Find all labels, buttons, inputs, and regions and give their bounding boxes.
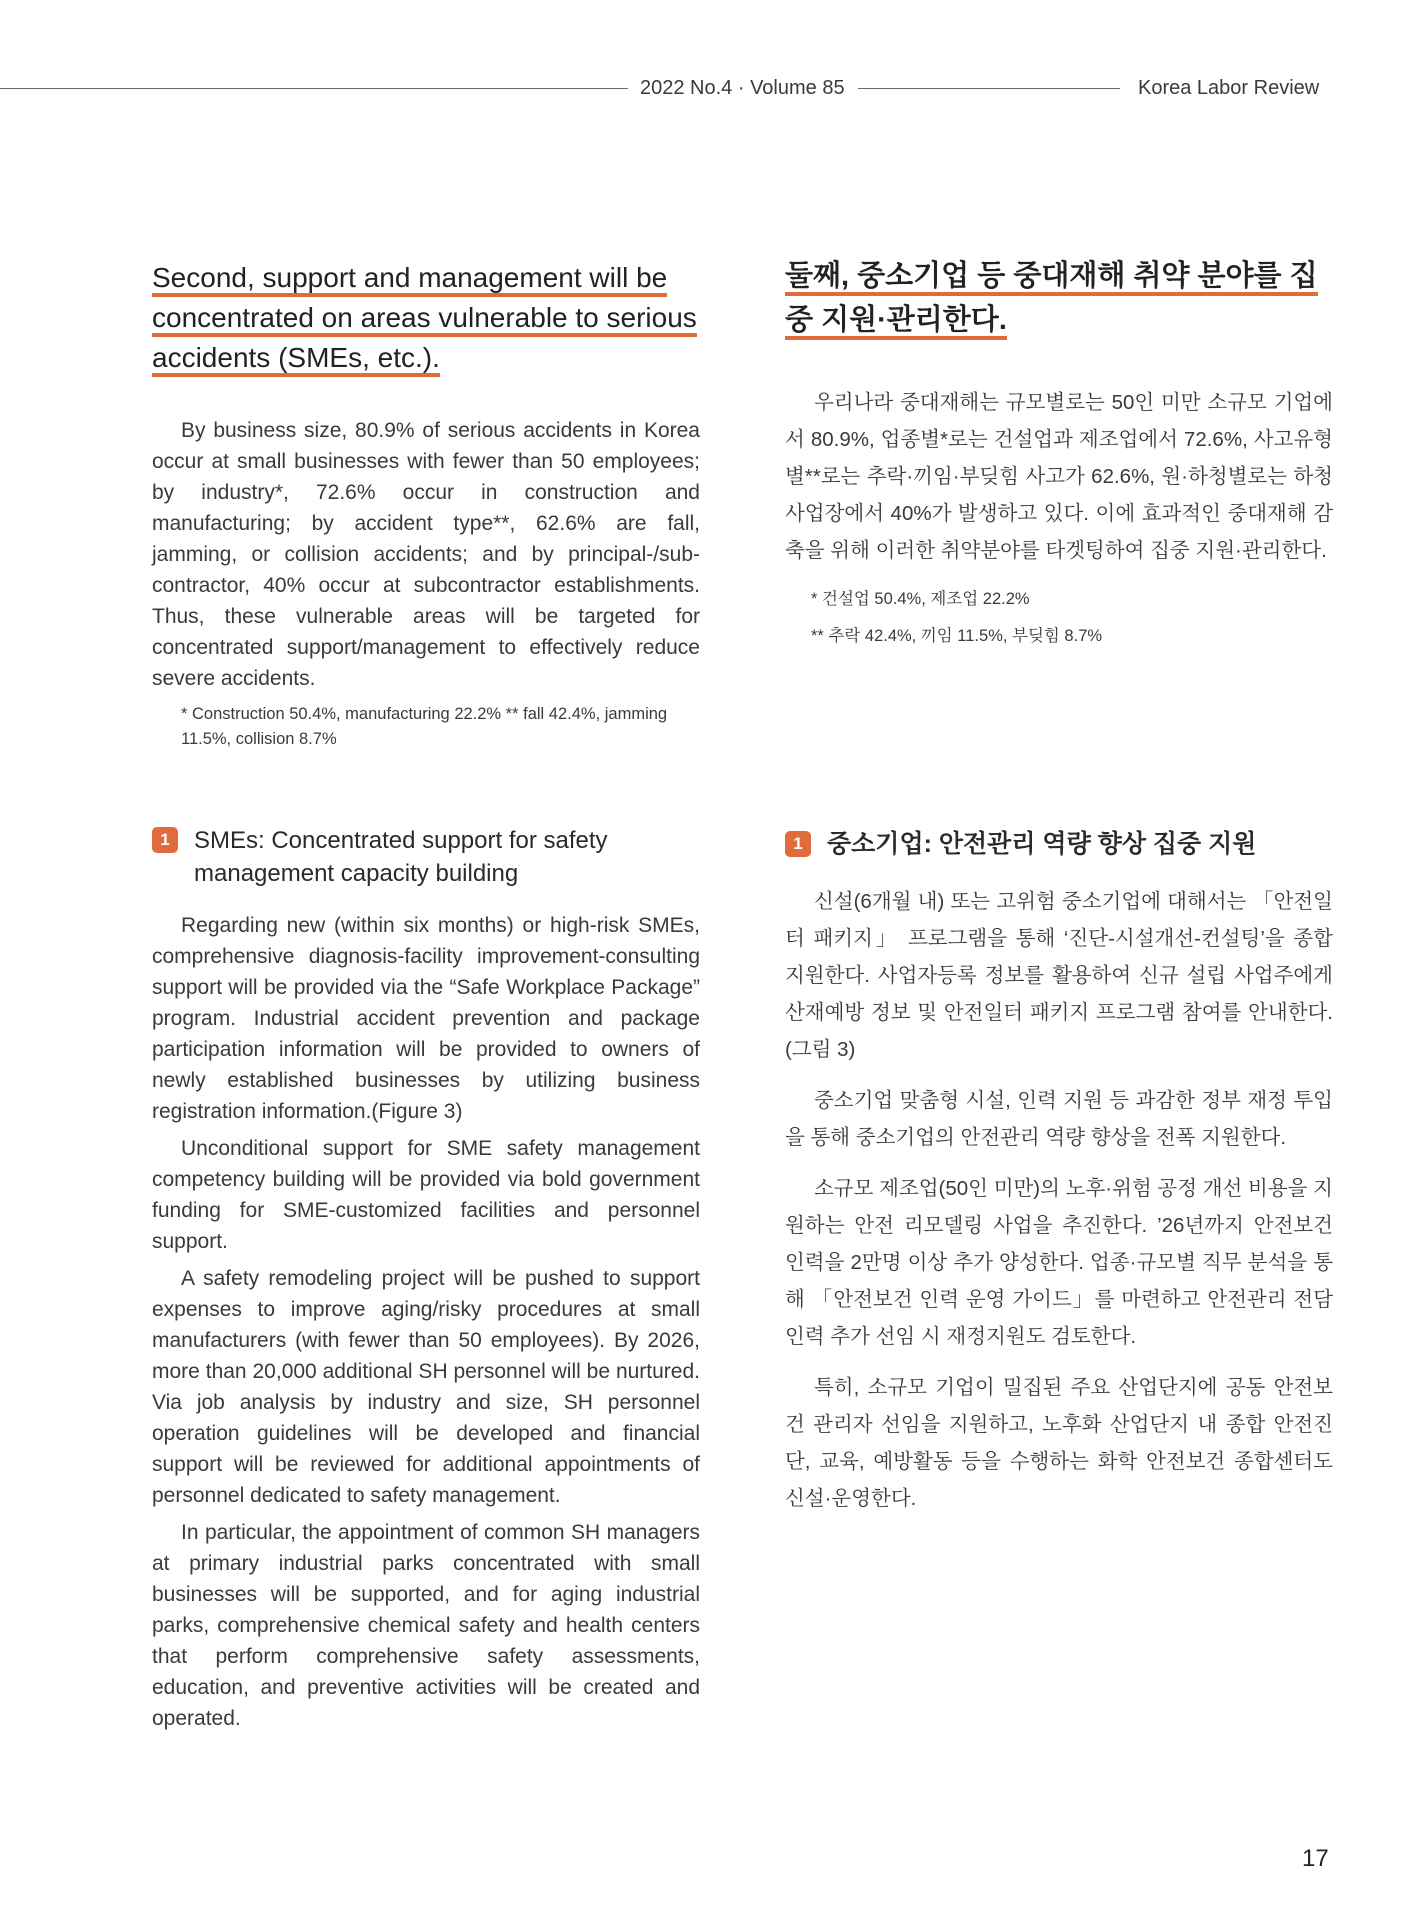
- header-rule-middle: [858, 88, 1120, 89]
- section-heading-en: [152, 258, 700, 378]
- section-heading-en-text: Second, support and management will be concentrated on areas vulnerable to serious accidents (SMEs, etc.).: [152, 262, 697, 377]
- footnote-en: * Construction 50.4%, manufacturing 22.2% ** fall 42.4%, jamming 11.5%, collision 8.7%: [181, 705, 668, 748]
- left-subsection: [152, 824, 700, 1734]
- section-heading-kr: [785, 254, 1333, 342]
- body-paragraph-kr-2: 중소기업 맞춤형 시설, 인력 지원 등 과감한 정부 재정 투입을 통해 중소기업의 안전관리 역량 향상을 전폭 지원한다.: [785, 1089, 1333, 1149]
- right-intro: [785, 384, 1333, 649]
- header-journal: Korea Labor Review: [1138, 77, 1320, 99]
- right-subsection: [785, 828, 1333, 1517]
- left-intro: [152, 415, 700, 752]
- body-paragraph-en-4: In particular, the appointment of common SH managers at primary industrial parks concentrated with small businesses will be supported, and for aging industrial parks, comprehensive chemical safety and health centers that perform comprehensive safety assessments, education, and preventive activities will be created and operated.: [152, 1521, 700, 1730]
- body-paragraph-en-3: A safety remodeling project will be pushed to support expenses to improve aging/risky procedures at small manufacturers (with fewer than 50 employees). By 2026, more than 20,000 additional SH personnel will be nurtured. Via job analysis by industry and size, SH personnel operation guidelines will be developed and financial support will be reviewed for additional appointments of personnel dedicated to safety management.: [152, 1267, 700, 1507]
- subsection-number-badge-kr: 1: [785, 831, 811, 857]
- body-paragraph-en-1: Regarding new (within six months) or high-risk SMEs, comprehensive diagnosis-facility improvement-consulting support will be provided via the “Safe Workplace Package” program. Industrial accident prevention and package participation information will be provided to owners of newly established businesses by utilizing business registration information.(Figure 3): [152, 914, 700, 1123]
- footnote-kr-1: * 건설업 50.4%, 제조업 22.2%: [811, 590, 1030, 608]
- intro-paragraph-en: By business size, 80.9% of serious accidents in Korea occur at small businesses with fewer than 50 employees; by industry*, 72.6% occur in construction and manufacturing; by accident type**, 62.6% are fall, jamming, or collision accidents; and by principal-/sub-contractor, 40% occur at subcontractor establishments. Thus, these vulnerable areas will be targeted for concentrated support/management to effectively reduce severe accidents.: [152, 419, 700, 690]
- footnote-kr-2: ** 추락 42.4%, 끼임 11.5%, 부딪힘 8.7%: [811, 627, 1103, 645]
- header-rule-left: [0, 88, 628, 89]
- left-column: [152, 258, 700, 378]
- body-paragraph-en-2: Unconditional support for SME safety management competency building will be provided via bold government funding for SME-customized facilities and personnel support.: [152, 1137, 700, 1253]
- header-issue: 2022 No.4 · Volume 85: [640, 77, 845, 99]
- subsection-heading-en: [152, 824, 700, 890]
- subsection-heading-en-text: SMEs: Concentrated support for safety management capacity building: [194, 827, 608, 887]
- right-column: [785, 254, 1333, 342]
- subsection-heading-kr: [785, 828, 1333, 861]
- body-paragraph-kr-3: 소규모 제조업(50인 미만)의 노후·위험 공정 개선 비용을 지원하는 안전 리모델링 사업을 추진한다. ’26년까지 안전보건 인력을 2만명 이상 추가 양성한다. 업종·규모별 직무 분석을 통해 「안전보건 인력 운영 가이드」를 마련하고 안전관리 전담인력 추가 선임 시 재정지원도 검토한다.: [785, 1177, 1333, 1348]
- section-heading-kr-text: 둘째, 중소기업 등 중대재해 취약 분야를 집중 지원·관리한다.: [785, 260, 1318, 340]
- body-paragraph-kr-1: 신설(6개월 내) 또는 고위험 중소기업에 대해서는 「안전일터 패키지」 프로그램을 통해 ‘진단-시설개선-컨설팅’을 종합 지원한다. 사업자등록 정보를 활용하여 신규 설립 사업주에게 산재예방 정보 및 안전일터 패키지 프로그램 참여를 안내한다.(그림 3): [785, 890, 1333, 1061]
- page-number: 17: [1302, 1845, 1329, 1872]
- subsection-heading-kr-text: 중소기업: 안전관리 역량 향상 집중 지원: [827, 830, 1257, 858]
- intro-paragraph-kr: 우리나라 중대재해는 규모별로는 50인 미만 소규모 기업에서 80.9%, 업종별*로는 건설업과 제조업에서 72.6%, 사고유형별**로는 추락·끼임·부딪힘 사고가 62.6%, 원·하청별로는 하청 사업장에서 40%가 발생하고 있다. 이에 효과적인 중대재해 감축을 위해 이러한 취약분야를 타겟팅하여 집중 지원·관리한다.: [785, 391, 1333, 562]
- body-paragraph-kr-4: 특히, 소규모 기업이 밀집된 주요 산업단지에 공동 안전보건 관리자 선임을 지원하고, 노후화 산업단지 내 종합 안전진단, 교육, 예방활동 등을 수행하는 화학 안전보건 종합센터도 신설·운영한다.: [785, 1376, 1333, 1510]
- subsection-number-badge: 1: [152, 827, 178, 853]
